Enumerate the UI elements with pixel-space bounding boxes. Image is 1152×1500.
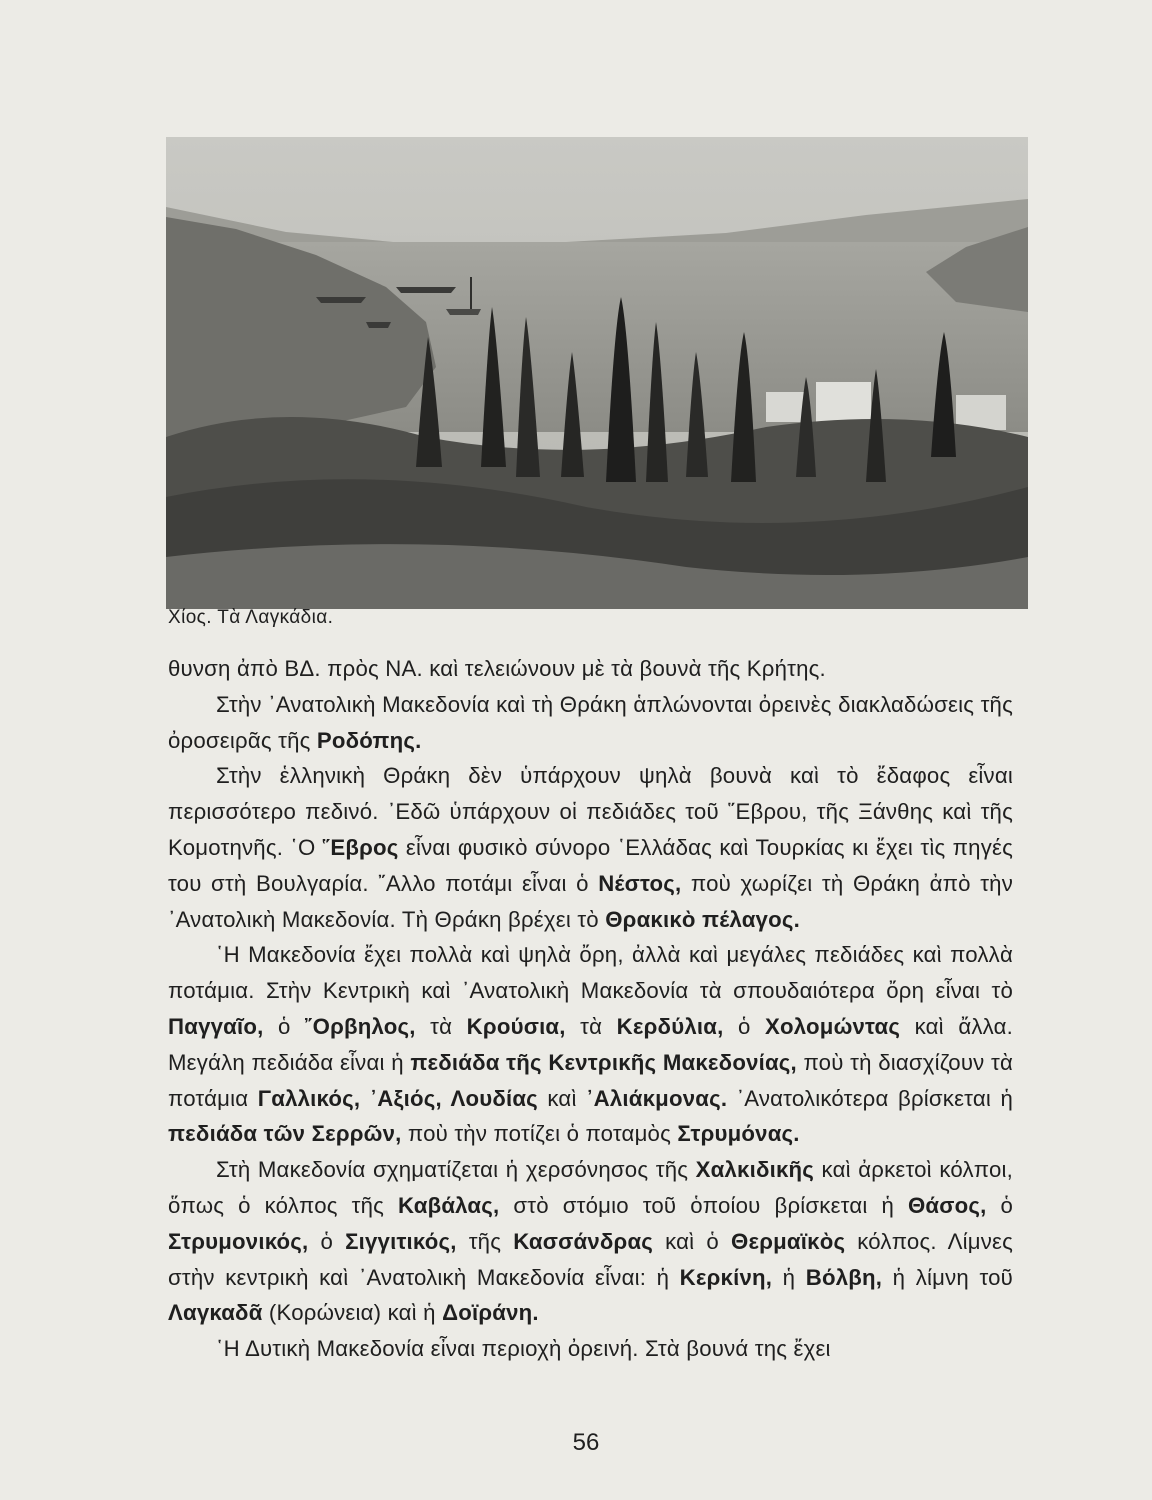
text-run: ὁ — [723, 1013, 766, 1039]
paragraph — [168, 1152, 1013, 1331]
paragraph — [168, 687, 1013, 759]
page-number: 56 — [572, 1429, 600, 1456]
text-run: Στὴ Μακεδονία σχηματίζεται ἡ χερσόνησος τῆς — [216, 1157, 696, 1183]
text-run: Στὴν ἑλληνικὴ Θράκη δὲν ὑπάρχουν ψηλὰ βουνὰ καὶ τὸ ἔδαφος εἶναι περισσότερο πεδινό. ᾿Εδῶ ὑπάρχουν οἱ πεδιάδες τοῦ ῞Εβρου, τῆς Ξάνθης καὶ τῆς Κομοτηνῆς. ῾Ο — [168, 763, 1013, 860]
bold-term: Θερμαϊκὸς — [731, 1228, 846, 1254]
bold-term: Στρυμονικός, — [168, 1228, 309, 1254]
text-run: ὁ — [263, 1013, 306, 1039]
text-run: καὶ ὁ — [653, 1228, 732, 1254]
bold-term: Χαλκιδικῆς — [695, 1157, 815, 1183]
text-run: Στὴν ᾿Ανατολικὴ Μακεδονία καὶ τὴ Θράκη ἁπλώνονται ὀρεινὲς διακλαδώσεις τῆς ὀροσειρᾶς τῆς — [168, 691, 1013, 753]
photo-chios-lagkadia — [166, 137, 1028, 609]
text-run: ποὺ χωρίζει τὴ Θράκη ἀπὸ τὴν ᾿Ανατολικὴ Μακεδονία. Τὴ Θράκη βρέχει τὸ — [168, 870, 1013, 932]
bold-term: πεδιάδα τῶν Σερρῶν, — [168, 1121, 402, 1147]
text-run: (Κορώνεια) καὶ ἡ — [262, 1300, 443, 1326]
text-run: θυνση ἀπὸ ΒΔ. πρὸς ΝΑ. καὶ τελειώνουν μὲ τὰ βουνὰ τῆς Κρήτης. — [168, 656, 826, 681]
bold-term: Κερδύλια, — [616, 1013, 724, 1039]
text-run: ποὺ τὴν ποτίζει ὁ ποταμὸς — [401, 1121, 678, 1147]
text-run: εἶναι φυσικὸ σύνορο ῾Ελλάδας καὶ Τουρκίας κι ἔχει τὶς πηγές του στὴ Βουλγαρία. ῎Αλλο ποτάμι εἶναι ὁ — [168, 834, 1014, 896]
photo-caption: Χίος. Τὰ Λαγκάδια. — [168, 607, 334, 628]
bold-term: Κερκίνη, — [679, 1264, 773, 1290]
bold-term: Παγγαῖο, — [168, 1013, 264, 1039]
landscape-illustration — [166, 137, 1028, 609]
bold-term: ᾿Αλιάκμονας. — [586, 1085, 728, 1111]
bold-term: Κασσάνδρας — [513, 1228, 654, 1254]
bold-term: Θάσος, — [907, 1192, 987, 1218]
text-run: τῆς — [456, 1228, 514, 1254]
paragraph — [168, 758, 1013, 937]
text-run: ἡ λίμνη τοῦ — [882, 1264, 1013, 1290]
text-run: τὰ — [415, 1013, 467, 1039]
bold-term: Γαλλικός, ᾿Αξιός, Λουδίας — [257, 1085, 538, 1111]
text-run: ῾Η Μακεδονία ἔχει πολλὰ καὶ ψηλὰ ὄρη, ἀλλὰ καὶ μεγάλες πεδιάδες καὶ πολλὰ ποτάμια. Στὴν Κεντρικὴ καὶ ᾿Ανατολικὴ Μακεδονία τὰ σπουδαιότερα ὄρη εἶναι τὸ — [168, 942, 1013, 1004]
bold-term: Σιγγιτικός, — [345, 1228, 457, 1254]
bold-term: ῎Ορβηλος, — [305, 1013, 416, 1039]
text-run: ἡ — [772, 1264, 806, 1290]
bold-term: Καβάλας, — [398, 1192, 500, 1218]
bold-term: Χολομώντας — [765, 1013, 901, 1039]
text-run: ῾Η Δυτικὴ Μακεδονία εἶναι περιοχὴ ὀρεινή. Στὰ βουνά της ἔχει — [216, 1336, 831, 1362]
text-run: τὰ — [565, 1013, 617, 1039]
text-run: ὁ — [308, 1228, 346, 1254]
bold-term: πεδιάδα τῆς Κεντρικῆς Μακεδονίας, — [410, 1049, 797, 1075]
text-run: ποὺ τὴ διασχίζουν τὰ ποτάμια — [168, 1049, 1014, 1111]
text-run: κόλπος. Λίμνες στὴν κεντρικὴ καὶ ᾿Ανατολικὴ Μακεδονία εἶναι: ἡ — [168, 1228, 1013, 1290]
text-run: καὶ ἄλλα. Μεγάλη πεδιάδα εἶναι ἡ — [168, 1013, 1013, 1075]
bold-term: ῞Εβρος — [322, 834, 399, 860]
text-run: στὸ στόμιο τοῦ ὁποίου βρίσκεται ἡ — [499, 1192, 908, 1218]
bold-term: Ροδόπης. — [316, 727, 422, 753]
bold-term: Κρούσια, — [466, 1013, 566, 1039]
text-run: ὁ — [986, 1192, 1014, 1218]
paragraph — [168, 937, 1013, 1152]
text-run: καὶ ἀρκετοὶ κόλποι, ὅπως ὁ κόλπος τῆς — [168, 1157, 1013, 1218]
body-text — [168, 651, 1013, 1367]
bold-term: Θρακικὸ πέλαγος. — [605, 906, 800, 932]
paragraph — [168, 1331, 1013, 1367]
text-run: καὶ — [537, 1085, 587, 1111]
bold-term: Λαγκαδᾶ — [168, 1300, 263, 1326]
bold-term: Βόλβη, — [805, 1264, 883, 1290]
bold-term: Δοϊράνη. — [442, 1300, 539, 1326]
text-run: ᾿Ανατολικότερα βρίσκεται ἡ — [727, 1085, 1013, 1111]
bold-term: Νέστος, — [598, 870, 682, 896]
bold-term: Στρυμόνας. — [677, 1121, 800, 1147]
paragraph — [168, 651, 1013, 687]
